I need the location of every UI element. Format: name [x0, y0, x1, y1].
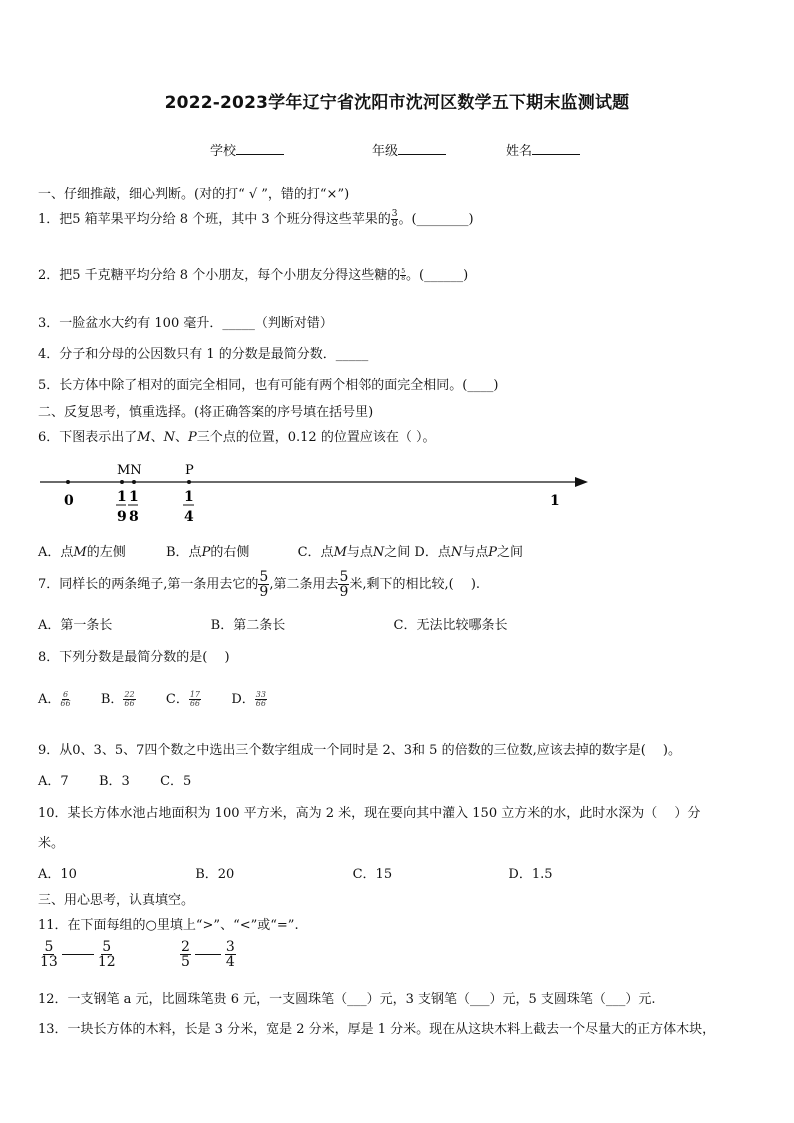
q1-num: 3: [391, 209, 398, 219]
q7-text: 7．同样长的两条绳子,第一条用去它的: [38, 577, 259, 592]
name-field: [506, 140, 580, 159]
question-6: [38, 426, 435, 445]
q10-options: [38, 863, 553, 882]
question-5: 5．长方体中除了相对的面完全相同，也有可能有两个相邻的面完全相同。(____): [38, 378, 499, 393]
section-3-heading: 三、用心思考，认真填空。: [38, 893, 195, 908]
question-10-line-1: 10．某长方体水池占地面积为 100 平方米，高为 2 米，现在要向其中灌入 150 立方米的水，此时水深为（ ）分: [38, 806, 701, 821]
q2-answer: 。(______): [406, 268, 469, 283]
q7-text-mid: ,第二条用去: [269, 577, 339, 592]
q1-text: 1．把5 箱苹果平均分给 8 个班，其中 3 个班分得这些苹果的: [38, 212, 391, 227]
frac-quarter-den: 4: [184, 509, 194, 525]
question-13: 13．一块长方体的木料，长是 3 分米，宽是 2 分米，厚是 1 分米。现在从这块木料上截去一个尽量大的正方体木块，: [38, 1022, 716, 1037]
question-3: 3．一脸盆水大约有 100 毫升．_____（判断对错）: [38, 316, 333, 331]
q11-pair-2: [180, 940, 236, 969]
label-zero: 0: [64, 493, 74, 509]
q2-num: 5: [401, 268, 406, 275]
q9-option-a[interactable]: A．7: [38, 774, 69, 789]
q11-pair-1-blank[interactable]: [62, 954, 94, 955]
q7-fraction-2: $\frac{5}{9}$: [339, 569, 349, 600]
question-9: 9．从0、3、5、7四个数之中选出三个数字组成一个同时是 2、3和 5 的倍数的三位数,应该去掉的数字是( )。: [38, 743, 681, 758]
q7-text-end: 米,剩下的相比较,( ).: [349, 577, 481, 592]
point-n: [132, 480, 136, 484]
number-line-arrow: [575, 477, 588, 487]
q1-den: 8: [391, 219, 398, 229]
q6-sep2: 、: [174, 430, 188, 445]
q6-option-b[interactable]: B．点P的右侧: [166, 545, 250, 560]
q7-option-b[interactable]: B．第二条长: [210, 618, 286, 633]
q8-options: [38, 688, 267, 708]
q8-option-c[interactable]: C． $\frac{17}{66}$: [165, 690, 201, 708]
school-field: [210, 140, 284, 159]
question-2: [38, 264, 468, 283]
question-8: 8．下列分数是最简分数的是( ): [38, 650, 230, 665]
q6-options: [38, 541, 523, 560]
q6-option-c[interactable]: C．点M与点N之间: [297, 545, 411, 560]
section-1-heading: 一、仔细推敲，细心判断。(对的打“ √ ”，错的打“×”): [38, 187, 350, 202]
q1-answer: 。(________): [398, 212, 474, 227]
q10-option-c[interactable]: C．15: [352, 867, 393, 882]
section-2-heading: 二、反复思考，慎重选择。(将正确答案的序号填在括号里): [38, 405, 374, 420]
q7-options: [38, 614, 507, 633]
name-blank[interactable]: [532, 142, 580, 155]
frac-eighth-den: 8: [129, 509, 139, 525]
q10-option-a[interactable]: A．10: [38, 867, 77, 882]
label-p: P: [185, 463, 194, 478]
label-one: 1: [550, 493, 560, 509]
point-zero: [66, 480, 70, 484]
q10-option-d[interactable]: D．1.5: [508, 867, 553, 882]
q8-option-a[interactable]: A． $\frac{6}{66}$: [38, 690, 71, 708]
number-line-figure: [30, 455, 600, 535]
q8-option-d[interactable]: D． $\frac{33}{66}$: [231, 690, 266, 708]
q6-text-end: 三个点的位置，0.12 的位置应该在（ ）。: [196, 430, 436, 445]
q6-sep1: 、: [150, 430, 164, 445]
question-12: 12．一支钢笔 a 元，比圆珠笔贵 6 元，一支圆珠笔（___）元，3 支钢笔（___）元，5 支圆珠笔（___）元.: [38, 992, 656, 1007]
q7-fraction-1: $\frac{5}{9}$: [259, 569, 269, 600]
school-label: 学校: [210, 144, 237, 159]
question-7: [38, 570, 480, 599]
q7-option-a[interactable]: A．第一条长: [38, 618, 113, 633]
question-4: 4．分子和分母的公因数只有 1 的分数是最简分数．_____: [38, 347, 369, 362]
q7-option-c[interactable]: C．无法比较哪条长: [393, 618, 508, 633]
question-11: 11．在下面每组的○里填上“>”、“<”或“=”.: [38, 918, 299, 933]
grade-field: [372, 140, 446, 159]
label-mn: MN: [117, 463, 142, 478]
frac-ninth-den: 9: [117, 509, 127, 525]
q2-den: 8: [401, 275, 406, 282]
point-m: [120, 480, 124, 484]
q11-pair-2-right: $\frac{3}{4}$: [225, 939, 235, 970]
question-10-line-2: 米。: [38, 836, 65, 851]
q11-pair-2-blank[interactable]: [195, 954, 221, 955]
q11-pair-1-right: $\frac{5}{12}$: [97, 939, 116, 970]
q6-var-n: N: [163, 430, 175, 445]
school-blank[interactable]: [236, 142, 284, 155]
q11-pair-1: [40, 940, 116, 969]
q11-pair-2-left: $\frac{2}{5}$: [181, 939, 190, 970]
question-1: [38, 208, 474, 229]
q6-option-d[interactable]: D．点N与点P之间: [414, 545, 524, 560]
grade-blank[interactable]: [398, 142, 446, 155]
q11-pair-1-left: $\frac{5}{13}$: [40, 939, 58, 970]
q6-option-a[interactable]: A．点M的左侧: [38, 545, 126, 560]
frac-eighth-num: 1: [129, 489, 139, 505]
q10-option-b[interactable]: B．20: [195, 867, 235, 882]
frac-quarter-num: 1: [184, 489, 194, 505]
name-label: 姓名: [506, 144, 533, 159]
q2-text: 2．把5 千克糖平均分给 8 个小朋友，每个小朋友分得这些糖的: [38, 268, 401, 283]
grade-label: 年级: [372, 144, 399, 159]
q8-option-b[interactable]: B． $\frac{22}{66}$: [100, 690, 135, 708]
q6-var-m: M: [137, 430, 151, 445]
page-title: 2022-2023学年辽宁省沈阳市沈河区数学五下期末监测试题: [164, 93, 630, 113]
q9-option-b[interactable]: B．3: [98, 774, 130, 789]
q6-text: 6．下图表示出了: [38, 430, 138, 445]
q6-var-p: P: [188, 430, 197, 445]
point-p: [187, 480, 191, 484]
q9-option-c[interactable]: C．5: [160, 774, 192, 789]
frac-ninth-num: 1: [117, 489, 127, 505]
q9-options: [38, 770, 191, 789]
